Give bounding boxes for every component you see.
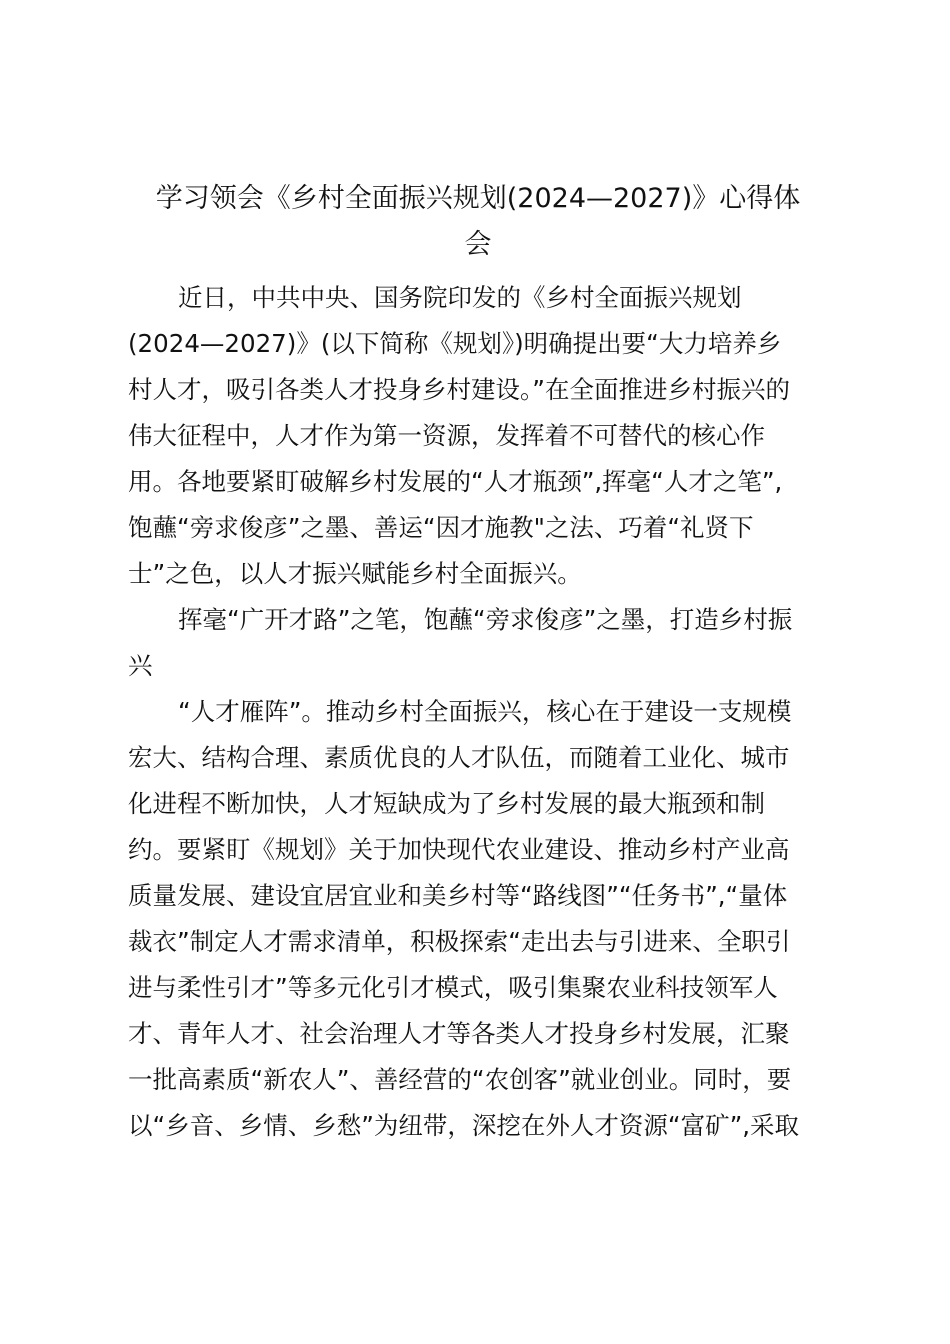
body-line: 兴 [128, 651, 153, 680]
body-line: 挥毫“广开才路”之笔，饱蘸“旁求俊彦”之墨，打造乡村振 [178, 605, 793, 634]
body-line: 伟大征程中，人才作为第一资源，发挥着不可替代的核心作 [128, 421, 765, 450]
title-line-1: 学习领会《乡村全面振兴规划(2024—2027)》心得体 [155, 183, 801, 214]
body-line: 化进程不断加快，人才短缺成为了乡村发展的最大瓶颈和制 [128, 789, 765, 818]
body-line: 质量发展、建设宜居宜业和美乡村等“路线图”“任务书”,“量体 [128, 881, 788, 910]
body-line: 进与柔性引才”等多元化引才模式，吸引集聚农业科技领军人 [128, 973, 778, 1002]
body-line: 士”之色，以人才振兴赋能乡村全面振兴。 [128, 559, 582, 588]
body-line: 才、青年人才、社会治理人才等各类人才投身乡村发展，汇聚 [128, 1019, 790, 1048]
body-line: 用。各地要紧盯破解乡村发展的“人才瓶颈”,挥毫“人才之笔”, [128, 467, 783, 496]
body-line: 约。要紧盯《规划》关于加快现代农业建设、推动乡村产业高 [128, 835, 790, 864]
body-line: 村人才，吸引各类人才投身乡村建设。”在全面推进乡村振兴的 [128, 375, 790, 404]
body-line: 宏大、结构合理、素质优良的人才队伍，而随着工业化、城市 [128, 743, 790, 772]
body-line: 以“乡音、乡情、乡愁”为纽带，深挖在外人才资源“富矿”,采取 [128, 1111, 800, 1140]
body-line: 一批高素质“新农人”、善经营的“农创客”就业创业。同时，要 [128, 1065, 792, 1094]
body-line: (2024—2027)》(以下简称《规划》)明确提出要“大力培养乡 [128, 329, 782, 358]
document-title [128, 176, 828, 268]
body-line: “人才雁阵”。推动乡村全面振兴，核心在于建设一支规模 [178, 697, 792, 726]
body-line: 饱蘸“旁求俊彦”之墨、善运“因才施教"之法、巧着“礼贤下 [128, 513, 754, 542]
body-line: 裁衣”制定人才需求清单，积极探索“走出去与引进来、全职引 [128, 927, 791, 956]
body-line: 近日，中共中央、国务院印发的《乡村全面振兴规划 [178, 283, 742, 312]
title-line-2: 会 [464, 229, 492, 260]
